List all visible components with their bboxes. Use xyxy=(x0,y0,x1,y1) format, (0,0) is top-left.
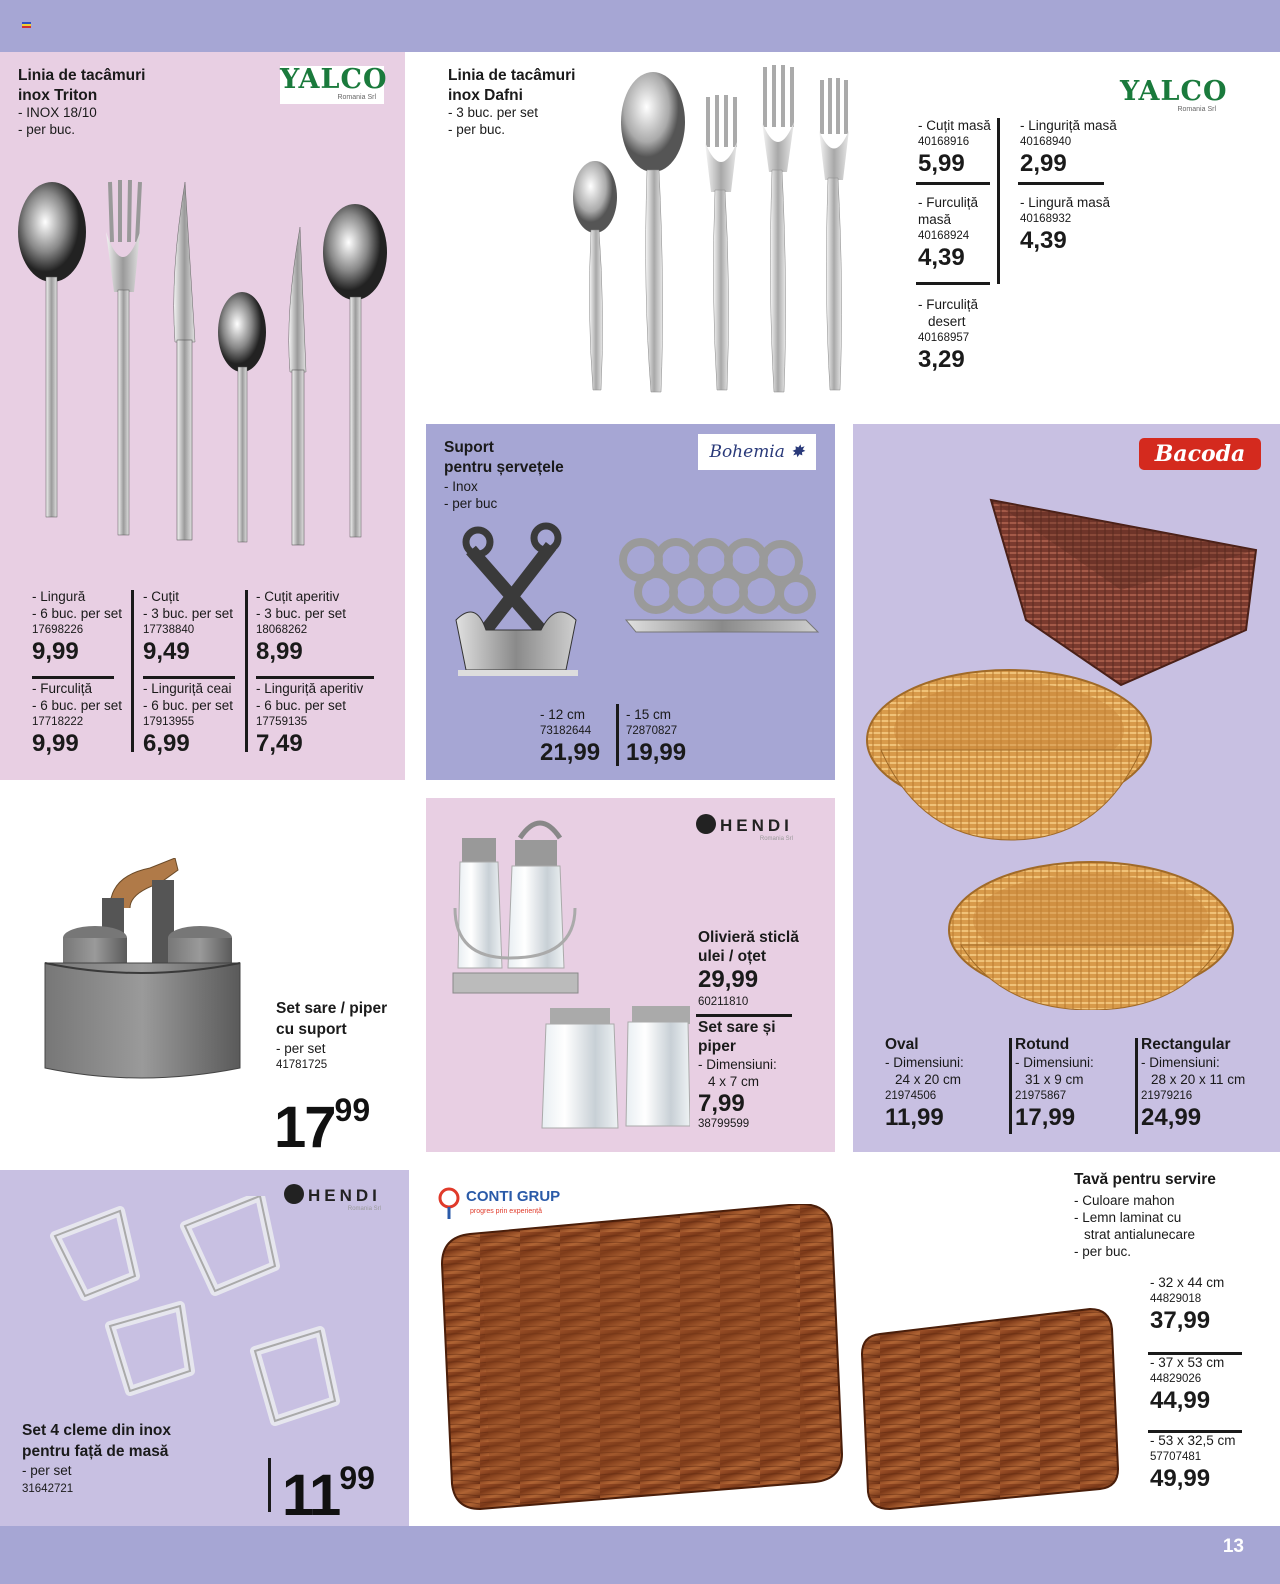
triton-cutlery-image xyxy=(10,172,400,552)
divider xyxy=(245,590,248,752)
dafni-detail-2: - per buc. xyxy=(448,122,506,137)
tray-item-code: 44829026 xyxy=(1150,1373,1202,1385)
clips-panel xyxy=(0,1170,409,1526)
dafni-item-price: 4,39 xyxy=(1020,227,1067,254)
bohemia-logo-text: Bohemia xyxy=(709,442,785,462)
triton-item-qty: - 3 buc. per set xyxy=(256,606,347,621)
dafni-detail-1: - 3 buc. per set xyxy=(448,105,539,120)
triton-item-qty: - 6 buc. per set xyxy=(256,698,347,713)
dafni-item-price: 4,39 xyxy=(918,244,965,271)
dafni-item-code: 40168940 xyxy=(1020,136,1072,148)
divider xyxy=(143,676,235,679)
price-integer: 17 xyxy=(274,1095,335,1160)
dafni-item xyxy=(918,296,978,374)
dafni-title-line1: Linia de tacâmuri xyxy=(448,67,576,84)
divider xyxy=(916,282,990,285)
napkin-holder-image xyxy=(446,520,826,700)
dafni-item-name: - Furculiță xyxy=(918,195,979,210)
hendi-logo xyxy=(696,814,793,842)
tray-detail-4: - per buc. xyxy=(1074,1244,1132,1259)
divider xyxy=(32,676,114,679)
oiler-title xyxy=(698,928,799,966)
triton-item xyxy=(256,588,346,666)
hendi-logo-word: HENDI xyxy=(720,816,793,835)
dafni-item-price: 2,99 xyxy=(1020,150,1067,177)
tray-item-size: - 37 x 53 cm xyxy=(1150,1355,1225,1370)
basket-item-size: 28 x 20 x 11 cm xyxy=(1151,1072,1246,1087)
tray-item-size: - 32 x 44 cm xyxy=(1150,1275,1225,1290)
triton-item xyxy=(32,680,122,758)
divider xyxy=(696,1014,792,1017)
clips-title-line2: pentru față de masă xyxy=(22,1443,169,1460)
tray-detail-3: strat antialunecare xyxy=(1084,1227,1196,1242)
oiler-image xyxy=(450,808,690,1138)
saltpepper-title-line2: piper xyxy=(698,1038,736,1055)
basket-item-desc: - Dimensiuni: xyxy=(1141,1055,1220,1070)
basket-item-size: 24 x 20 cm xyxy=(895,1072,962,1087)
clips-image xyxy=(40,1196,360,1426)
triton-item-qty: - 3 buc. per set xyxy=(143,606,234,621)
tray-item-code: 57707481 xyxy=(1150,1451,1202,1463)
clips-title xyxy=(22,1420,171,1462)
saltpepper-holder-title xyxy=(276,998,387,1040)
napkin-title xyxy=(444,438,564,478)
bacoda-logo-text: Bacoda xyxy=(1154,441,1246,467)
tray-item-size: - 53 x 32,5 cm xyxy=(1150,1433,1236,1448)
yalco-logo-sub: Romania Srl xyxy=(1177,106,1216,113)
napkin-title-line2: pentru șervețele xyxy=(444,459,564,476)
bohemia-logo xyxy=(698,434,816,470)
dafni-item-code: 40168924 xyxy=(918,230,970,242)
triton-item-price: 9,49 xyxy=(143,638,190,665)
oiler-panel xyxy=(426,798,835,1152)
triton-item-code: 17759135 xyxy=(256,716,308,728)
tray-item-code: 44829018 xyxy=(1150,1293,1202,1305)
triton-item-qty: - 6 buc. per set xyxy=(32,606,123,621)
triton-item-name: - Cuțit aperitiv xyxy=(256,589,340,604)
basket-item-name: Rectangular xyxy=(1141,1036,1231,1053)
top-band xyxy=(0,0,1280,52)
triton-item xyxy=(143,680,233,758)
tray-detail-1: - Culoare mahon xyxy=(1074,1193,1175,1208)
tray-detail-2: - Lemn laminat cu xyxy=(1074,1210,1182,1225)
saltpepper-code: 38799599 xyxy=(698,1118,750,1130)
triton-details xyxy=(18,104,97,138)
saltpepper-price: 7,99 xyxy=(698,1090,745,1117)
flag-icon xyxy=(22,22,31,29)
dafni-item xyxy=(918,194,978,272)
basket-item xyxy=(1141,1036,1245,1132)
dafni-item-name: - Linguriță masă xyxy=(1020,118,1117,133)
triton-detail-1: - INOX 18/10 xyxy=(18,105,97,120)
price-decimal: 99 xyxy=(334,1092,371,1128)
napkin-details xyxy=(444,478,497,512)
basket-item-desc: - Dimensiuni: xyxy=(885,1055,964,1070)
napkin-item-price: 19,99 xyxy=(626,739,687,766)
saltpepper-title-line1: Set sare și xyxy=(698,1019,776,1036)
divider xyxy=(268,1458,271,1512)
oiler-price: 29,99 xyxy=(698,966,759,993)
basket-item-price: 24,99 xyxy=(1141,1104,1202,1131)
saltpepper-holder-price xyxy=(274,1078,370,1175)
oiler-title-line1: Olivieră sticlă xyxy=(698,929,799,946)
napkin-item xyxy=(540,706,600,767)
dafni-item-code: 40168957 xyxy=(918,332,970,344)
saltpepper-size: 4 x 7 cm xyxy=(708,1074,760,1089)
triton-item-qty: - 6 buc. per set xyxy=(32,698,123,713)
hendi-logo-sub: Romania Srl xyxy=(759,836,793,842)
dafni-item-name: desert xyxy=(928,314,966,329)
dafni-item-price: 5,99 xyxy=(918,150,965,177)
yalco-logo-word: YALCO xyxy=(280,64,388,95)
saltpepper-holder-detail: - per set xyxy=(276,1041,326,1056)
yalco-logo xyxy=(1120,76,1228,116)
basket-item-name: Rotund xyxy=(1015,1036,1070,1053)
divider xyxy=(256,676,374,679)
yalco-logo-word: YALCO xyxy=(1120,76,1228,107)
triton-item-qty: - 6 buc. per set xyxy=(143,698,234,713)
napkin-panel xyxy=(426,424,835,780)
divider xyxy=(131,590,134,752)
dafni-item-code: 40168916 xyxy=(918,136,970,148)
triton-title-line2: inox Triton xyxy=(18,87,98,104)
saltpepper-holder-code: 41781725 xyxy=(276,1059,328,1071)
tray-item xyxy=(1150,1274,1224,1335)
basket-item-code: 21974506 xyxy=(885,1090,937,1102)
clips-details xyxy=(22,1462,73,1497)
napkin-item-code: 73182644 xyxy=(540,725,592,737)
hendi-logo-sub: Romania Srl xyxy=(347,1206,381,1212)
dafni-item-price: 3,29 xyxy=(918,346,965,373)
bacoda-logo xyxy=(1139,438,1261,470)
triton-item-name: - Linguriță aperitiv xyxy=(256,681,364,696)
triton-title-line1: Linia de tacâmuri xyxy=(18,67,146,84)
dafni-details xyxy=(448,104,538,138)
saltpepper-details xyxy=(698,1056,777,1130)
dafni-item xyxy=(1020,117,1117,178)
baskets-panel xyxy=(853,424,1280,1152)
yalco-logo xyxy=(280,64,388,104)
dafni-cutlery-image xyxy=(565,62,865,402)
triton-item xyxy=(32,588,122,666)
triton-item-price: 9,99 xyxy=(32,638,79,665)
basket-item-size: 31 x 9 cm xyxy=(1025,1072,1084,1087)
clips-code: 31642721 xyxy=(22,1483,74,1495)
clips-price xyxy=(282,1446,375,1526)
dafni-item-name: - Furculiță xyxy=(918,297,979,312)
triton-item xyxy=(256,680,363,758)
triton-detail-2: - per buc. xyxy=(18,122,76,137)
yalco-logo-sub: Romania Srl xyxy=(337,94,376,101)
price-integer: 11 xyxy=(282,1463,340,1526)
divider xyxy=(916,182,990,185)
divider xyxy=(616,704,619,766)
dafni-item xyxy=(918,117,991,178)
hendi-logo-icon xyxy=(696,814,716,834)
basket-item-price: 11,99 xyxy=(885,1104,944,1131)
hendi-logo-word: HENDI xyxy=(308,1186,381,1205)
basket-item-code: 21975867 xyxy=(1015,1090,1067,1102)
triton-item-code: 17913955 xyxy=(143,716,195,728)
clips-detail: - per set xyxy=(22,1463,72,1478)
saltpepper-holder-title-line1: Set sare / piper xyxy=(276,1000,388,1017)
star-icon: ✸ xyxy=(790,442,805,462)
page-number: 13 xyxy=(1222,1536,1244,1557)
divider xyxy=(997,118,1000,284)
bottom-band xyxy=(0,1526,1280,1584)
tray-image xyxy=(440,1204,1130,1514)
price-decimal: 99 xyxy=(339,1460,375,1496)
triton-title xyxy=(18,66,145,106)
napkin-item-code: 72870827 xyxy=(626,725,678,737)
oiler-price-block xyxy=(698,966,758,1010)
saltpepper-detail: - Dimensiuni: xyxy=(698,1057,777,1072)
dafni-item-code: 40168932 xyxy=(1020,213,1072,225)
napkin-item xyxy=(626,706,686,767)
dafni-item-name: masă xyxy=(918,212,952,227)
baskets-image xyxy=(861,490,1271,1010)
dafni-item-name: - Lingură masă xyxy=(1020,195,1111,210)
triton-item-code: 17718222 xyxy=(32,716,84,728)
basket-item-name: Oval xyxy=(885,1036,919,1053)
tray-item xyxy=(1150,1432,1236,1493)
triton-item-name: - Linguriță ceai xyxy=(143,681,232,696)
saltpepper-holder-title-line2: cu suport xyxy=(276,1021,347,1038)
saltpepper-title xyxy=(698,1018,776,1056)
divider xyxy=(1009,1038,1012,1134)
napkin-title-line1: Suport xyxy=(444,439,494,456)
saltpepper-holder-details xyxy=(276,1040,327,1073)
basket-item xyxy=(1015,1036,1094,1132)
conti-logo-sub: progres prin experiență xyxy=(470,1208,542,1215)
saltpepper-holder-image xyxy=(40,858,250,1088)
triton-item-price: 9,99 xyxy=(32,730,79,757)
basket-item xyxy=(885,1036,964,1132)
triton-item-name: - Lingură xyxy=(32,589,86,604)
conti-logo-word: CONTI GRUP xyxy=(466,1188,561,1205)
divider xyxy=(1135,1038,1138,1134)
triton-item-code: 18068262 xyxy=(256,624,308,636)
napkin-detail-1: - Inox xyxy=(444,479,478,494)
oiler-title-line2: ulei / oțet xyxy=(698,948,767,965)
dafni-item xyxy=(1020,194,1110,255)
tray-item xyxy=(1150,1354,1224,1415)
dafni-title-line2: inox Dafni xyxy=(448,87,523,104)
napkin-item-price: 21,99 xyxy=(540,739,601,766)
divider xyxy=(1018,182,1104,185)
clips-title-line1: Set 4 cleme din inox xyxy=(22,1422,172,1439)
triton-item-code: 17698226 xyxy=(32,624,84,636)
tray-details xyxy=(1074,1192,1195,1260)
tray-item-price: 44,99 xyxy=(1150,1387,1211,1414)
tray-item-price: 49,99 xyxy=(1150,1465,1211,1492)
napkin-detail-2: - per buc xyxy=(444,496,498,511)
triton-item-code: 17738840 xyxy=(143,624,195,636)
dafni-title xyxy=(448,66,575,106)
basket-item-price: 17,99 xyxy=(1015,1104,1076,1131)
triton-item-name: - Furculiță xyxy=(32,681,93,696)
triton-panel xyxy=(0,52,405,780)
triton-item-price: 8,99 xyxy=(256,638,303,665)
triton-item-name: - Cuțit xyxy=(143,589,180,604)
triton-item-price: 6,99 xyxy=(143,730,190,757)
basket-item-desc: - Dimensiuni: xyxy=(1015,1055,1094,1070)
tray-title: Tavă pentru servire xyxy=(1074,1171,1216,1188)
basket-item-code: 21979216 xyxy=(1141,1090,1193,1102)
napkin-item-size: - 12 cm xyxy=(540,707,586,722)
tray-item-price: 37,99 xyxy=(1150,1307,1211,1334)
napkin-item-size: - 15 cm xyxy=(626,707,672,722)
oiler-code: 60211810 xyxy=(698,996,749,1008)
dafni-item-name: - Cuțit masă xyxy=(918,118,991,133)
triton-item xyxy=(143,588,233,666)
triton-item-price: 7,49 xyxy=(256,730,303,757)
